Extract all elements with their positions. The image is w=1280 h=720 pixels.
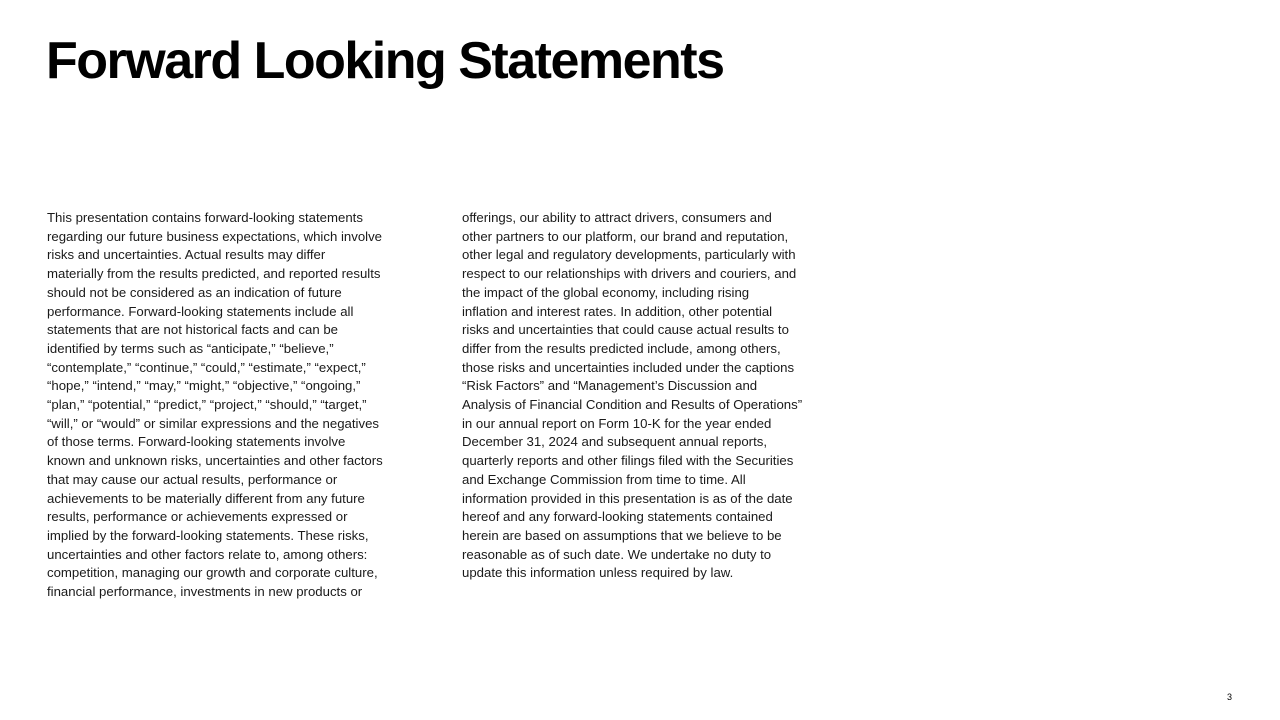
body-text-right-column: offerings, our ability to attract drivers, consumers and other partners to our platform, our brand and reputation, other legal and regulatory developments, particularly with respect to our relationships with drivers and couriers, and the impact of the global economy, including rising inflation and interest rates. In addition, other potential risks and uncertainties that could cause actual results to differ from the results predicted include, among others, those risks and uncertainties included under the captions “Risk Factors” and “Management’s Discussion and Analysis of Financial Condition and Results of Operations” in our annual report on Form 10-K for the year ended December 31, 2024 and subsequent annual reports, quarterly reports and other filings filed with the Securities and Exchange Commission from time to time. All information provided in this presentation is as of the date hereof and any forward-looking statements contained herein are based on assumptions that we believe to be reasonable as of such date. We undertake no duty to update this information unless required by law.	[462, 210, 803, 581]
page-number: 3	[1226, 692, 1232, 702]
body-text-left-column: This presentation contains forward-looking statements regarding our future business expectations, which involve risks and uncertainties. Actual results may differ materially from the results predicted, and reported results should not be considered as an indication of future performance. Forward-looking statements include all statements that are not historical facts and can be identified by terms such as “anticipate,” “believe,” “contemplate,” “continue,” “could,” “estimate,” “expect,” “hope,” “intend,” “may,” “might,” “objective,” “ongoing,” “plan,” “potential,” “predict,” “project,” “should,” “target,” “will,” or “would” or similar expressions and the negatives of those terms. Forward-looking statements involve known and unknown risks, uncertainties and other factors that may cause our actual results, performance or achievements to be materially different from any future results, performance or achievements expressed or implied by the forward-looking statements. These risks, uncertainties and other factors relate to, among others: competition, managing our growth and corporate culture, financial performance, investments in new products or	[47, 210, 383, 600]
slide-title: Forward Looking Statements	[46, 32, 724, 90]
